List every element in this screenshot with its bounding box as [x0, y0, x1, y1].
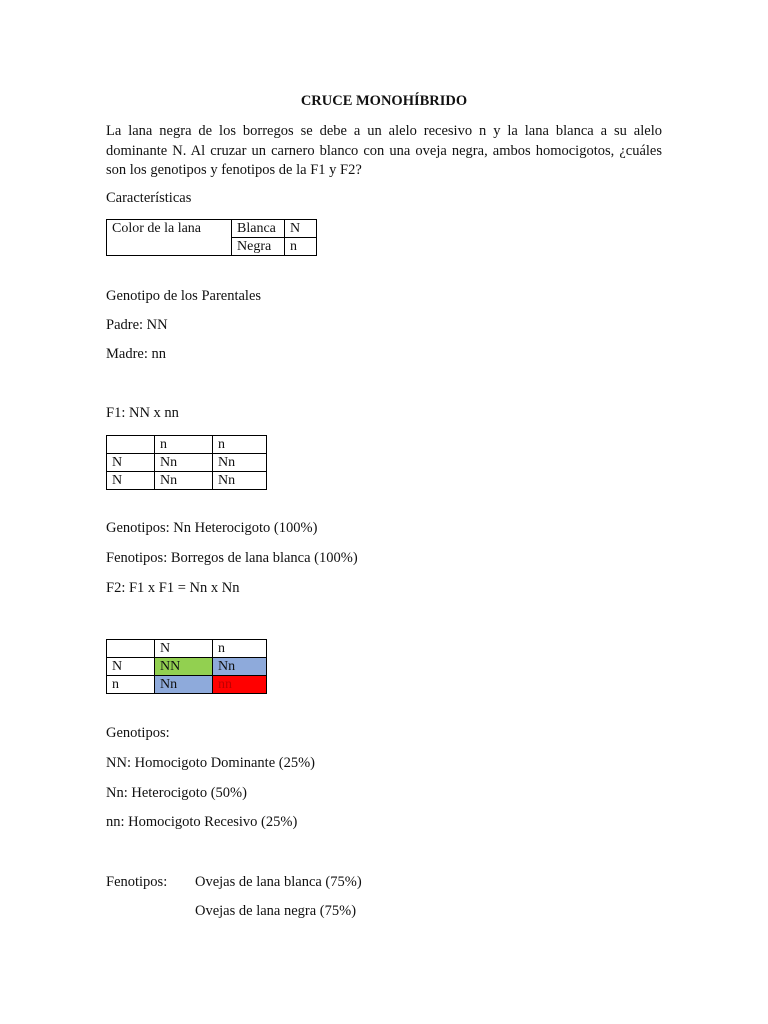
homozygous-recessive-cell: nn [213, 676, 267, 694]
f1-punnett-table [106, 435, 267, 490]
table-cell: n [285, 238, 317, 256]
table-cell: n [213, 436, 267, 454]
caracteristicas-table [106, 219, 317, 256]
heterozygous-cell: Nn [213, 658, 267, 676]
genotipo-item: Nn: Heterocigoto (50%) [106, 785, 247, 801]
intro-line: La lana negra de los borregos se debe a un alelo recesivo n y la lana blanca a su alelo [106, 123, 662, 139]
table-cell: Nn [155, 454, 213, 472]
genotipo-item: nn: Homocigoto Recesivo (25%) [106, 814, 298, 830]
table-cell: N [107, 454, 155, 472]
genotipo-item: NN: Homocigoto Dominante (25%) [106, 755, 316, 771]
padre-genotype: Padre: NN [106, 317, 168, 333]
homozygous-dominant-cell: NN [155, 658, 213, 676]
table-cell: n [107, 676, 155, 694]
f1-heading: F1: NN x nn [106, 405, 179, 421]
table-cell: N [285, 220, 317, 238]
f2-punnett-table [106, 639, 267, 694]
table-row [107, 676, 267, 694]
table-cell: n [213, 640, 267, 658]
table-cell: N [155, 640, 213, 658]
document-title: CRUCE MONOHÍBRIDO [300, 93, 468, 109]
table-cell: Nn [213, 454, 267, 472]
table-row [107, 472, 267, 490]
fenotipos-label: Fenotipos: [106, 874, 168, 890]
table-cell [107, 436, 155, 454]
table-row [107, 436, 267, 454]
table-cell: N [107, 658, 155, 676]
f2-heading: F2: F1 x F1 = Nn x Nn [106, 580, 240, 596]
intro-paragraph [106, 122, 662, 181]
table-row [107, 640, 267, 658]
intro-line: son los genotipos y fenotipos de la F1 y F2? [106, 162, 362, 178]
heterozygous-cell: Nn [155, 676, 213, 694]
table-row [107, 220, 317, 238]
table-cell: Nn [213, 472, 267, 490]
intro-line: dominante N. Al cruzar un carnero blanco con una oveja negra, ambos homocigotos, ¿cuáles [106, 142, 662, 159]
table-row [107, 658, 267, 676]
table-row [107, 454, 267, 472]
trait-cell: Color de la lana [107, 220, 232, 256]
parentales-heading: Genotipo de los Parentales [106, 288, 262, 304]
table-cell [107, 640, 155, 658]
fenotipo-item: Ovejas de lana blanca (75%) [195, 874, 362, 890]
madre-genotype: Madre: nn [106, 346, 166, 362]
table-cell: Negra [232, 238, 285, 256]
genotipos-heading: Genotipos: [106, 725, 170, 741]
fenotipo-item: Ovejas de lana negra (75%) [195, 903, 357, 919]
f1-fenotipos: Fenotipos: Borregos de lana blanca (100%) [106, 550, 358, 566]
table-cell: N [107, 472, 155, 490]
caracteristicas-label: Características [106, 190, 192, 206]
f1-genotipos: Genotipos: Nn Heterocigoto (100%) [106, 520, 318, 536]
table-cell: Nn [155, 472, 213, 490]
table-cell: Blanca [232, 220, 285, 238]
table-cell: n [155, 436, 213, 454]
